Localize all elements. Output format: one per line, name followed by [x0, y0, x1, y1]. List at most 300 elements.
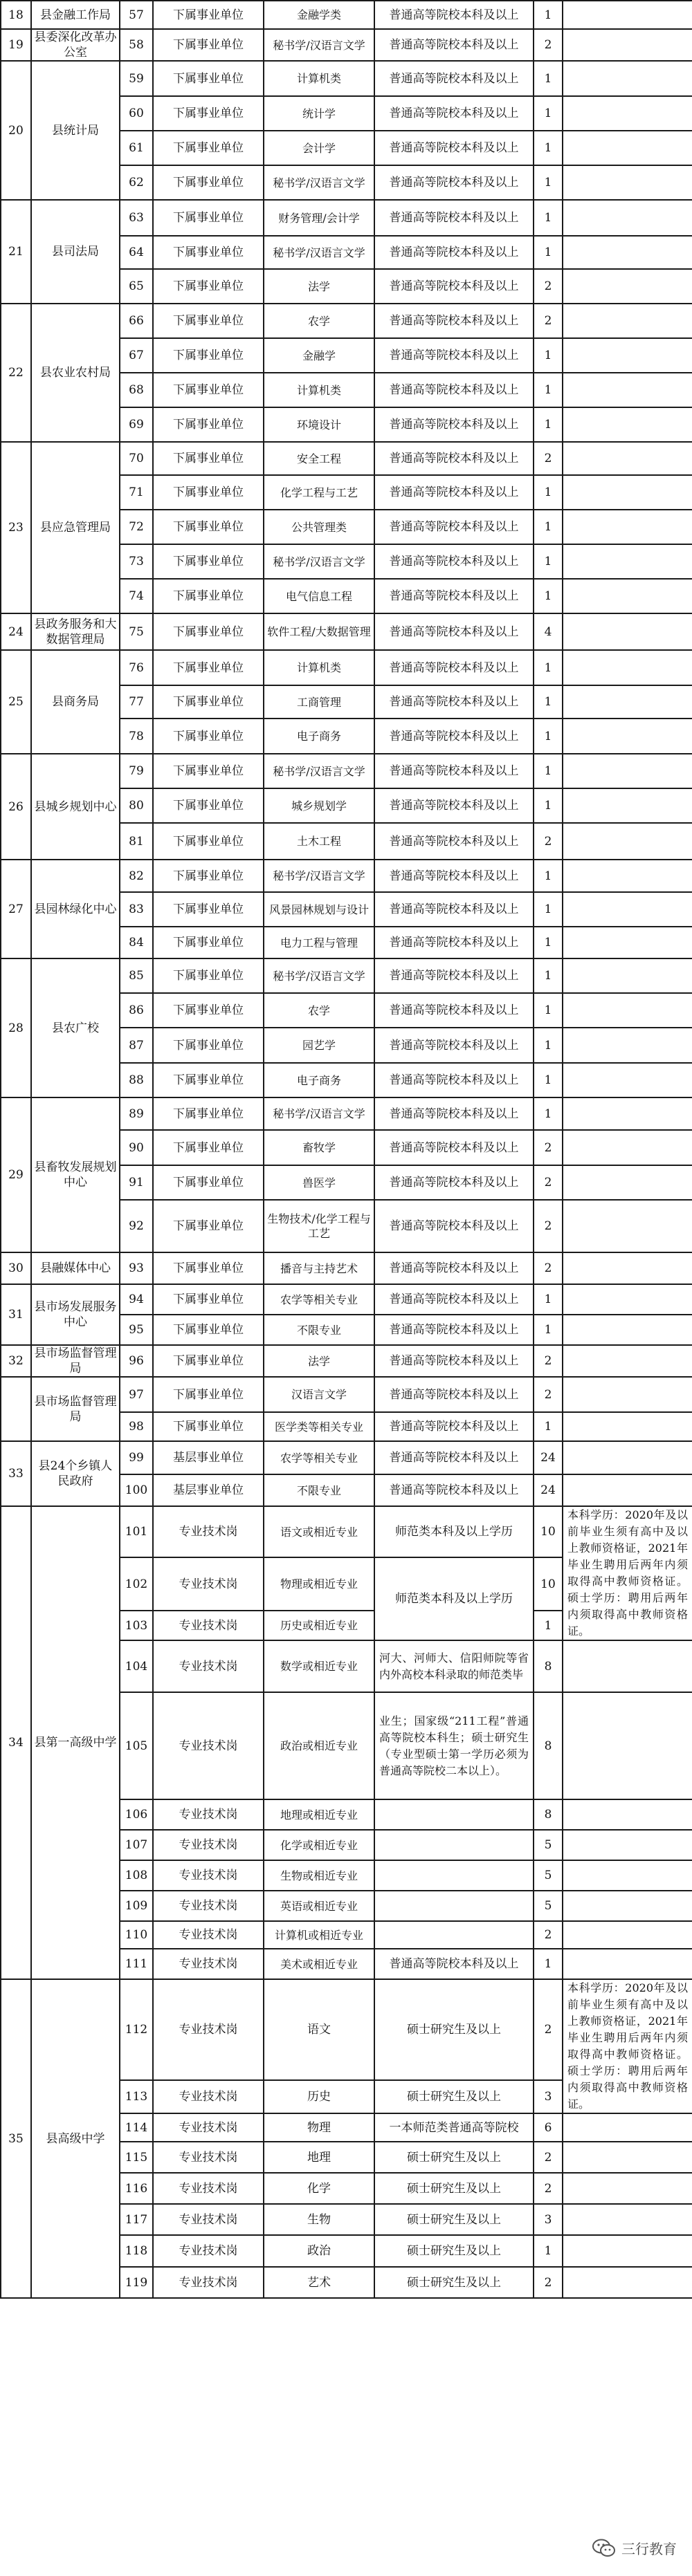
remark: [563, 1692, 692, 1799]
education: 普通高等院校本科及以上: [374, 927, 534, 958]
major: 政治或相近专业: [264, 1692, 374, 1799]
education: 硕士研究生及以上: [374, 2142, 534, 2173]
major: 美术或相近专业: [264, 1949, 374, 1979]
remark: [563, 1063, 692, 1097]
table-row: [1, 1377, 692, 1412]
group-number: 34: [1, 1506, 31, 1979]
education: 普通高等院校本科及以上: [374, 200, 534, 236]
table-row: [1, 754, 692, 788]
post-code: 58: [120, 29, 153, 61]
unit-name: 县畜牧发展规划中心: [31, 1097, 120, 1252]
post-code: 89: [120, 1097, 153, 1130]
remark: [563, 1921, 692, 1949]
education: 普通高等院校本科及以上: [374, 1063, 534, 1097]
education: 普通高等院校本科及以上: [374, 1028, 534, 1063]
major: 地理: [264, 2142, 374, 2173]
remark: [563, 1799, 692, 1830]
headcount: 2: [534, 269, 563, 304]
post-type: 基层事业单位: [153, 1441, 264, 1474]
education: 普通高等院校本科及以上: [374, 613, 534, 650]
education: 硕士研究生及以上: [374, 1979, 534, 2080]
headcount: 1: [534, 475, 563, 510]
education: 业生；国家级“211工程”普通高等院校本科生；硕士研究生（专业型硕士第一学历必须为普通高等院校二本以上）。: [374, 1692, 534, 1799]
remark: [563, 2204, 692, 2235]
unit-name: 县统计局: [31, 61, 120, 200]
remark: [563, 1949, 692, 1979]
post-code: 87: [120, 1028, 153, 1063]
remark: [563, 304, 692, 338]
remark: [563, 579, 692, 613]
headcount: 1: [534, 1284, 563, 1315]
headcount: 10: [534, 1506, 563, 1557]
major: 生物技术/化学工程与工艺: [264, 1200, 374, 1252]
post-type: 下属事业单位: [153, 788, 264, 823]
major: 不限专业: [264, 1315, 374, 1345]
table-row: [1, 61, 692, 96]
education: 普通高等院校本科及以上: [374, 1252, 534, 1284]
post-type: 下属事业单位: [153, 61, 264, 96]
education: 普通高等院校本科及以上: [374, 407, 534, 442]
post-type: 下属事业单位: [153, 29, 264, 61]
headcount: 3: [534, 2204, 563, 2235]
post-code: 109: [120, 1891, 153, 1921]
major: 秘书学/汉语言文学: [264, 754, 374, 788]
major: 金融学: [264, 338, 374, 373]
post-code: 72: [120, 510, 153, 544]
remark: [563, 1, 692, 29]
major: 城乡规划学: [264, 788, 374, 823]
post-type: 下属事业单位: [153, 719, 264, 754]
post-code: 79: [120, 754, 153, 788]
post-code: 98: [120, 1412, 153, 1441]
post-type: 下属事业单位: [153, 304, 264, 338]
table-body: [1, 1, 692, 2298]
remark: [563, 200, 692, 236]
unit-name: 县第一高级中学: [31, 1506, 120, 1979]
education: 硕士研究生及以上: [374, 2267, 534, 2298]
education: 普通高等院校本科及以上: [374, 544, 534, 579]
education: 普通高等院校本科及以上: [374, 788, 534, 823]
major: 计算机类: [264, 61, 374, 96]
remark: [563, 236, 692, 269]
group-number: 29: [1, 1097, 31, 1252]
post-code: 86: [120, 993, 153, 1028]
post-code: 102: [120, 1557, 153, 1611]
table-row: [1, 958, 692, 993]
education: 普通高等院校本科及以上: [374, 579, 534, 613]
group-number: 27: [1, 860, 31, 958]
major: 软件工程/大数据管理: [264, 613, 374, 650]
remark: [563, 544, 692, 579]
headcount: 1: [534, 407, 563, 442]
remark: [563, 1441, 692, 1474]
table-row: [1, 29, 692, 61]
post-code: 70: [120, 442, 153, 475]
group-number: 24: [1, 613, 31, 650]
post-code: 93: [120, 1252, 153, 1284]
major: 生物或相近专业: [264, 1860, 374, 1891]
post-code: 104: [120, 1640, 153, 1692]
headcount: 4: [534, 613, 563, 650]
headcount: 8: [534, 1799, 563, 1830]
headcount: 1: [534, 61, 563, 96]
remark: [563, 2267, 692, 2298]
headcount: 2: [534, 2142, 563, 2173]
group-number: 33: [1, 1441, 31, 1506]
remark: [563, 993, 692, 1028]
post-type: 下属事业单位: [153, 1284, 264, 1315]
education: 一本师范类普通高等院校: [374, 2113, 534, 2142]
post-code: 117: [120, 2204, 153, 2235]
headcount: 2: [534, 1345, 563, 1377]
education: 普通高等院校本科及以上: [374, 1165, 534, 1200]
major: 电子商务: [264, 1063, 374, 1097]
group-number: 25: [1, 650, 31, 754]
education: [374, 1799, 534, 1830]
education: [374, 1860, 534, 1891]
education: 普通高等院校本科及以上: [374, 29, 534, 61]
post-type: 下属事业单位: [153, 373, 264, 407]
post-type: 下属事业单位: [153, 1345, 264, 1377]
post-code: 64: [120, 236, 153, 269]
headcount: 1: [534, 236, 563, 269]
major: 农学等相关专业: [264, 1284, 374, 1315]
headcount: 1: [534, 958, 563, 993]
post-code: 81: [120, 823, 153, 860]
post-code: 118: [120, 2235, 153, 2267]
remark: [563, 1284, 692, 1315]
post-type: 下属事业单位: [153, 958, 264, 993]
post-code: 91: [120, 1165, 153, 1200]
remark: [563, 96, 692, 131]
post-type: 专业技术岗: [153, 1611, 264, 1640]
post-code: 71: [120, 475, 153, 510]
major: 秘书学/汉语言文学: [264, 860, 374, 892]
post-type: 下属事业单位: [153, 892, 264, 927]
table-row: [1, 1284, 692, 1315]
post-code: 61: [120, 131, 153, 165]
remark: [563, 1412, 692, 1441]
headcount: 1: [534, 544, 563, 579]
remark: [563, 958, 692, 993]
unit-name: 县司法局: [31, 200, 120, 304]
group-number: 20: [1, 61, 31, 200]
post-code: 95: [120, 1315, 153, 1345]
major: 不限专业: [264, 1474, 374, 1506]
major: 畜牧学: [264, 1130, 374, 1165]
post-code: 76: [120, 650, 153, 685]
post-type: 下属事业单位: [153, 927, 264, 958]
major: 公共管理类: [264, 510, 374, 544]
post-code: 103: [120, 1611, 153, 1640]
headcount: 1: [534, 993, 563, 1028]
remark: [563, 131, 692, 165]
table-row: [1, 442, 692, 475]
headcount: 1: [534, 685, 563, 719]
headcount: 1: [534, 754, 563, 788]
post-type: 下属事业单位: [153, 338, 264, 373]
unit-name: 县委深化改革办公室: [31, 29, 120, 61]
post-type: 专业技术岗: [153, 1979, 264, 2080]
post-type: 专业技术岗: [153, 2204, 264, 2235]
table-row: [1, 1979, 692, 2080]
unit-name: 县商务局: [31, 650, 120, 754]
post-type: 下属事业单位: [153, 823, 264, 860]
unit-name: 县市场发展服务中心: [31, 1284, 120, 1345]
post-type: 下属事业单位: [153, 165, 264, 200]
remark: 本科学历：2020年及以前毕业生须有高中及以上教师资格证，2021年毕业生聘用后两年内须取得高中教师资格证。硕士学历：聘用后两年内须取得高中教师资格证。: [563, 1506, 692, 1640]
education: 硕士研究生及以上: [374, 2235, 534, 2267]
major: 化学或相近专业: [264, 1830, 374, 1860]
table-row: [1, 1097, 692, 1130]
remark: [563, 1891, 692, 1921]
major: 秘书学/汉语言文学: [264, 29, 374, 61]
post-code: 97: [120, 1377, 153, 1412]
education: 硕士研究生及以上: [374, 2204, 534, 2235]
post-code: 74: [120, 579, 153, 613]
major: 金融学类: [264, 1, 374, 29]
post-type: 下属事业单位: [153, 650, 264, 685]
remark: [563, 61, 692, 96]
education: 普通高等院校本科及以上: [374, 1377, 534, 1412]
post-type: 下属事业单位: [153, 96, 264, 131]
education: 普通高等院校本科及以上: [374, 892, 534, 927]
post-type: 下属事业单位: [153, 510, 264, 544]
remark: [563, 788, 692, 823]
group-number: 28: [1, 958, 31, 1097]
post-type: 专业技术岗: [153, 2173, 264, 2204]
unit-name: 县城乡规划中心: [31, 754, 120, 860]
education: 普通高等院校本科及以上: [374, 131, 534, 165]
major: 化学工程与工艺: [264, 475, 374, 510]
post-code: 99: [120, 1441, 153, 1474]
education: 普通高等院校本科及以上: [374, 442, 534, 475]
major: 语文或相近专业: [264, 1506, 374, 1557]
headcount: 2: [534, 442, 563, 475]
education: 普通高等院校本科及以上: [374, 1949, 534, 1979]
remark: [563, 823, 692, 860]
post-type: 专业技术岗: [153, 1640, 264, 1692]
remark: [563, 1315, 692, 1345]
headcount: 8: [534, 1640, 563, 1692]
post-code: 107: [120, 1830, 153, 1860]
remark: [563, 2142, 692, 2173]
unit-name: 县市场监督管理局: [31, 1345, 120, 1377]
education: 普通高等院校本科及以上: [374, 1130, 534, 1165]
major: 秘书学/汉语言文学: [264, 1097, 374, 1130]
group-number: 18: [1, 1, 31, 29]
post-type: 专业技术岗: [153, 1692, 264, 1799]
major: 电子商务: [264, 719, 374, 754]
education: 普通高等院校本科及以上: [374, 1345, 534, 1377]
education: 普通高等院校本科及以上: [374, 685, 534, 719]
education: 普通高等院校本科及以上: [374, 1474, 534, 1506]
group-number: 31: [1, 1284, 31, 1345]
table-row: [1, 650, 692, 685]
major: 电力工程与管理: [264, 927, 374, 958]
post-type: 下属事业单位: [153, 407, 264, 442]
remark: [563, 685, 692, 719]
post-type: 下属事业单位: [153, 754, 264, 788]
headcount: 1: [534, 200, 563, 236]
unit-name: 县市场监督管理局: [31, 1377, 120, 1441]
unit-name: 县农业农村局: [31, 304, 120, 442]
remark: [563, 407, 692, 442]
major: 土木工程: [264, 823, 374, 860]
post-type: 专业技术岗: [153, 2142, 264, 2173]
post-type: 专业技术岗: [153, 2235, 264, 2267]
unit-name: 县融媒体中心: [31, 1252, 120, 1284]
remark: [563, 613, 692, 650]
remark: [563, 860, 692, 892]
major: 秘书学/汉语言文学: [264, 544, 374, 579]
education: 普通高等院校本科及以上: [374, 1315, 534, 1345]
headcount: 1: [534, 338, 563, 373]
education: 普通高等院校本科及以上: [374, 269, 534, 304]
headcount: 1: [534, 860, 563, 892]
unit-name: 县金融工作局: [31, 1, 120, 29]
post-type: 专业技术岗: [153, 1949, 264, 1979]
education: 河大、河师大、信阳师院等省内外高校本科录取的师范类毕: [374, 1640, 534, 1692]
post-type: 下属事业单位: [153, 1063, 264, 1097]
watermark: [592, 2538, 677, 2558]
post-code: 114: [120, 2113, 153, 2142]
education: 普通高等院校本科及以上: [374, 860, 534, 892]
education: 普通高等院校本科及以上: [374, 650, 534, 685]
education: [374, 1830, 534, 1860]
table-row: [1, 860, 692, 892]
post-type: 专业技术岗: [153, 1557, 264, 1611]
headcount: 2: [534, 304, 563, 338]
remark: [563, 1252, 692, 1284]
remark: [563, 165, 692, 200]
post-type: 下属事业单位: [153, 1377, 264, 1412]
headcount: 2: [534, 1921, 563, 1949]
major: 风景园林规划与设计: [264, 892, 374, 927]
major: 环境设计: [264, 407, 374, 442]
education: 普通高等院校本科及以上: [374, 1284, 534, 1315]
remark: [563, 338, 692, 373]
headcount: 1: [534, 1097, 563, 1130]
post-code: 116: [120, 2173, 153, 2204]
headcount: 5: [534, 1891, 563, 1921]
education: 普通高等院校本科及以上: [374, 719, 534, 754]
remark: [563, 29, 692, 61]
post-code: 105: [120, 1692, 153, 1799]
education: 普通高等院校本科及以上: [374, 304, 534, 338]
post-code: 60: [120, 96, 153, 131]
headcount: 1: [534, 165, 563, 200]
post-code: 80: [120, 788, 153, 823]
remark: [563, 1097, 692, 1130]
headcount: 1: [534, 927, 563, 958]
headcount: 1: [534, 373, 563, 407]
remark: [563, 1640, 692, 1692]
table-row: [1, 200, 692, 236]
post-code: 119: [120, 2267, 153, 2298]
post-type: 下属事业单位: [153, 1200, 264, 1252]
remark: [563, 1474, 692, 1506]
remark: [563, 1200, 692, 1252]
major: 法学: [264, 1345, 374, 1377]
post-code: 77: [120, 685, 153, 719]
group-number: 35: [1, 1979, 31, 2298]
table-row: [1, 304, 692, 338]
remark: [563, 650, 692, 685]
major: 计算机或相近专业: [264, 1921, 374, 1949]
post-type: 下属事业单位: [153, 236, 264, 269]
post-code: 82: [120, 860, 153, 892]
headcount: 1: [534, 96, 563, 131]
headcount: 2: [534, 1377, 563, 1412]
major: 农学: [264, 304, 374, 338]
group-number: 23: [1, 442, 31, 613]
group-number: [1, 1377, 31, 1441]
group-number: 30: [1, 1252, 31, 1284]
post-type: 下属事业单位: [153, 1165, 264, 1200]
major: 历史或相近专业: [264, 1611, 374, 1640]
major: 统计学: [264, 96, 374, 131]
headcount: 2: [534, 1200, 563, 1252]
headcount: 1: [534, 892, 563, 927]
education: 普通高等院校本科及以上: [374, 1441, 534, 1474]
group-number: 22: [1, 304, 31, 442]
headcount: 24: [534, 1441, 563, 1474]
post-type: 下属事业单位: [153, 1028, 264, 1063]
group-number: 19: [1, 29, 31, 61]
education: [374, 1891, 534, 1921]
headcount: 2: [534, 2173, 563, 2204]
post-code: 83: [120, 892, 153, 927]
major: 物理: [264, 2113, 374, 2142]
remark: [563, 1377, 692, 1412]
headcount: 2: [534, 1130, 563, 1165]
headcount: 1: [534, 510, 563, 544]
major: 秘书学/汉语言文学: [264, 958, 374, 993]
unit-name: 县政务服务和大数据管理局: [31, 613, 120, 650]
education: 普通高等院校本科及以上: [374, 96, 534, 131]
post-code: 108: [120, 1860, 153, 1891]
post-type: 下属事业单位: [153, 1130, 264, 1165]
watermark-text: 三行教育: [621, 2541, 677, 2557]
education: 普通高等院校本科及以上: [374, 1097, 534, 1130]
post-code: 113: [120, 2080, 153, 2113]
table-row: [1, 1506, 692, 1557]
post-code: 88: [120, 1063, 153, 1097]
major: 财务管理/会计学: [264, 200, 374, 236]
education: 普通高等院校本科及以上: [374, 236, 534, 269]
post-type: 专业技术岗: [153, 1799, 264, 1830]
major: 计算机类: [264, 373, 374, 407]
post-code: 78: [120, 719, 153, 754]
post-code: 66: [120, 304, 153, 338]
table-row: [1, 1, 692, 29]
headcount: 1: [534, 579, 563, 613]
post-code: 106: [120, 1799, 153, 1830]
post-type: 下属事业单位: [153, 131, 264, 165]
major: 法学: [264, 269, 374, 304]
major: 工商管理: [264, 685, 374, 719]
post-type: 下属事业单位: [153, 1315, 264, 1345]
post-code: 59: [120, 61, 153, 96]
major: 政治: [264, 2235, 374, 2267]
post-code: 110: [120, 1921, 153, 1949]
post-type: 下属事业单位: [153, 200, 264, 236]
major: 会计学: [264, 131, 374, 165]
table-row: [1, 613, 692, 650]
group-number: 32: [1, 1345, 31, 1377]
headcount: 6: [534, 2113, 563, 2142]
